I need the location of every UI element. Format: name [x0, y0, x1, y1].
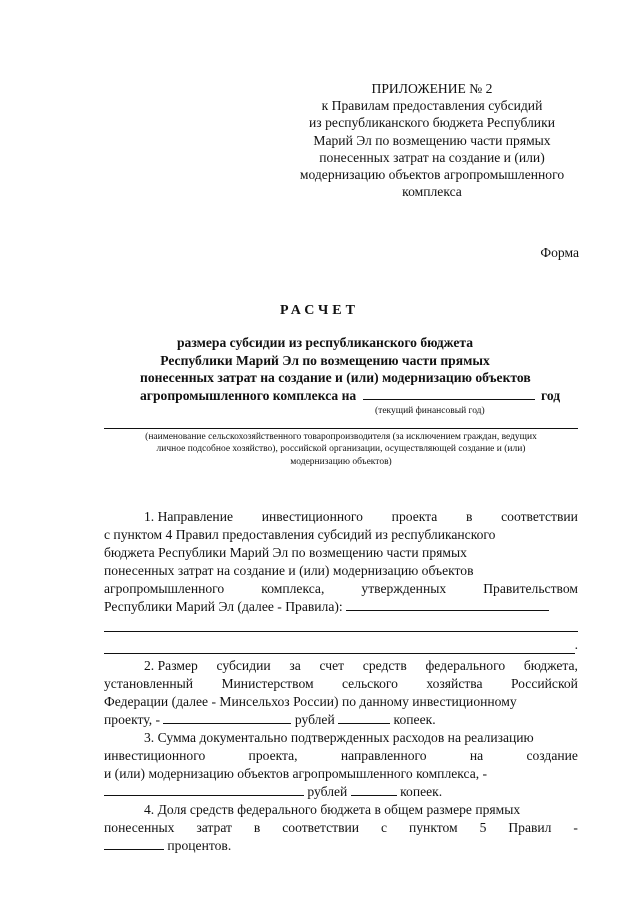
document-subtitle — [140, 334, 561, 404]
appendix-line: понесенных затрат на создание и (или) — [319, 149, 545, 165]
p2-word: установленный — [104, 676, 194, 692]
p2-line2 — [104, 675, 578, 693]
rubles-label: рублей — [294, 712, 335, 728]
hint-line: личное подсобное хозяйство), российской организации, осуществляющей создание и (или) — [156, 444, 526, 455]
p3-line4 — [104, 783, 578, 801]
p2-word: средств — [362, 658, 407, 673]
appendix-line: из республиканского бюджета Республики — [309, 115, 555, 131]
p1-word: комплекса, — [261, 581, 325, 597]
appendix-line: модернизацию объектов агропромышленного — [299, 167, 565, 183]
p4-word: понесенных — [104, 820, 175, 836]
direction-blank-line[interactable] — [104, 617, 578, 632]
p4-word: с — [381, 820, 388, 836]
organization-name-hint — [104, 431, 578, 468]
p2-line1 — [104, 657, 578, 675]
p4-line3 — [104, 837, 578, 855]
p1-line6-text: Республики Марий Эл (далее - Правила): — [104, 599, 343, 615]
p4-word: 5 — [479, 820, 487, 836]
year-blank-field[interactable] — [363, 387, 535, 400]
p1-line1 — [104, 508, 578, 526]
p3-line3: и (или) модернизацию объектов агропромышленного комплекса, - — [104, 766, 488, 782]
p2-word: бюджета, — [523, 658, 578, 673]
p2-word: федерального — [425, 658, 506, 673]
subsidy-rubles-field[interactable] — [163, 711, 291, 724]
p4-word: пунктом — [408, 820, 458, 836]
appendix-header — [282, 80, 582, 200]
p2-word: 2. Размер — [144, 658, 198, 673]
p2-word: Министерством — [221, 676, 314, 692]
p1-period: . — [574, 636, 578, 652]
p3-word: проекта, — [248, 748, 298, 764]
hint-line: модернизацию объектов) — [290, 456, 392, 467]
p1-line2: с пунктом 4 Правил предоставления субсидий из республиканского — [104, 527, 496, 543]
year-hint: (текущий финансовый год) — [375, 406, 485, 416]
appendix-line: комплекса — [402, 184, 462, 200]
p4-line2 — [104, 819, 578, 837]
p1-line5 — [104, 580, 578, 598]
expenses-kopecks-field[interactable] — [351, 783, 397, 796]
hint-line: (наименование сельскохозяйственного товаропроизводителя (за исключением граждан, ведущих — [145, 432, 537, 442]
percent-label: процентов. — [167, 838, 232, 854]
p1-line3: бюджета Республики Марий Эл по возмещению части прямых — [104, 545, 467, 561]
p2-word: счет — [319, 658, 345, 673]
p1-word: соответствии — [501, 509, 578, 524]
p3-line2 — [104, 747, 578, 765]
subtitle-line: размера субсидии из республиканского бюджета — [176, 335, 473, 350]
p1-line4: понесенных затрат на создание и (или) модернизацию объектов — [104, 563, 474, 579]
p1-line6 — [104, 598, 578, 616]
subtitle-year-prefix: агропромышленного комплекса на — [140, 387, 357, 403]
paragraph-3 — [104, 729, 578, 801]
p2-word: субсидии — [216, 658, 271, 673]
p2-word: за — [289, 658, 301, 673]
p2-line4-text: проекту, - — [104, 712, 161, 728]
form-label: Форма — [540, 245, 579, 260]
appendix-line: Марий Эл по возмещению части прямых — [313, 132, 551, 148]
paragraph-2 — [104, 657, 578, 729]
rubles-label: рублей — [307, 784, 348, 800]
organization-name-field[interactable] — [104, 428, 578, 429]
p1-word: Правительством — [483, 581, 578, 597]
p1-word: проекта — [391, 509, 438, 524]
kopecks-label: копеек. — [393, 712, 436, 728]
p1-line8 — [104, 636, 578, 654]
p4-word: - — [573, 820, 578, 836]
p4-word: в — [253, 820, 261, 836]
p3-word: инвестиционного — [104, 748, 206, 764]
document-title: РАСЧЕТ — [280, 303, 359, 318]
p1-word: инвестиционного — [261, 509, 363, 524]
p4-line1: 4. Доля средств федерального бюджета в общем размере прямых — [144, 802, 521, 817]
p3-line1: 3. Сумма документально подтвержденных расходов на реализацию — [144, 730, 534, 745]
p1-word: агропромышленного — [104, 581, 225, 597]
p4-word: соответствии — [282, 820, 360, 836]
subsidy-kopecks-field[interactable] — [338, 711, 390, 724]
appendix-title: ПРИЛОЖЕНИЕ № 2 — [371, 81, 493, 96]
federal-share-percent-field[interactable] — [104, 837, 164, 850]
appendix-line: к Правилам предоставления субсидий — [321, 98, 543, 114]
p2-line3: Федерации (далее - Минсельхоз России) по данному инвестиционному — [104, 694, 517, 710]
p3-word: на — [469, 748, 484, 764]
paragraph-1 — [104, 508, 578, 654]
expenses-rubles-field[interactable] — [104, 783, 304, 796]
subtitle-line-year — [140, 387, 561, 405]
p1-word: в — [466, 509, 473, 524]
direction-blank-line[interactable] — [104, 639, 575, 654]
p3-word: создание — [526, 748, 578, 764]
p4-word: Правил — [508, 820, 552, 836]
p2-line4 — [104, 711, 578, 729]
p2-word: хозяйства — [426, 676, 483, 692]
subtitle-year-suffix: год — [541, 387, 561, 403]
p3-word: направленного — [340, 748, 427, 764]
kopecks-label: копеек. — [400, 784, 443, 800]
paragraph-4 — [104, 801, 578, 855]
p1-word: утвержденных — [361, 581, 447, 597]
direction-blank-field[interactable] — [346, 598, 549, 611]
p4-word: затрат — [196, 820, 232, 836]
subtitle-line: Республики Марий Эл по возмещению части прямых — [160, 352, 490, 368]
p2-word: сельского — [341, 676, 398, 692]
p2-word: Российской — [510, 676, 578, 692]
p1-word: 1. Направление — [144, 509, 234, 524]
subtitle-line: понесенных затрат на создание и (или) модернизацию объектов — [140, 370, 531, 385]
